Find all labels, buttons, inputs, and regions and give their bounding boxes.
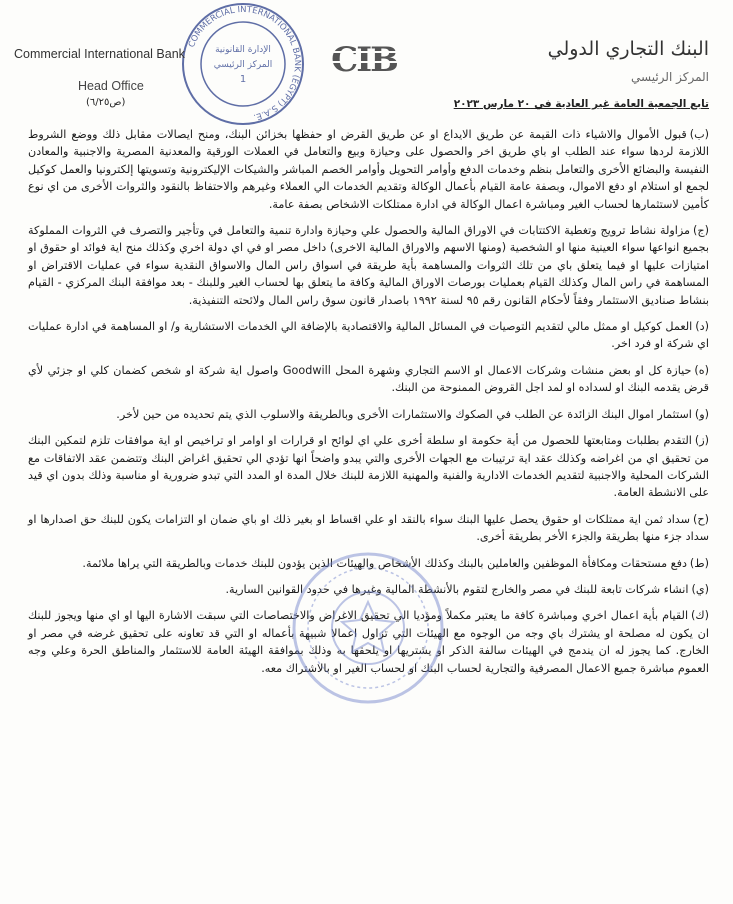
bank-name-en: Commercial International Bank <box>14 47 185 61</box>
list-item <box>28 362 709 397</box>
head-office-en: Head Office <box>78 79 144 93</box>
list-item <box>28 318 709 353</box>
list-item <box>28 406 709 423</box>
item-text: التقدم بطلبات ومتابعتها للحصول من أية حكومة او سلطة أخرى علي اي لوائح او قرارات او اوامر او تراخيص او اية موافقات تلزم لتمكين البنك من تحقيق اي من اغراضه وكذلك عقد اية ترتيبات مع الجهات الأخرى والتي يبدو واضحاً انها تؤدي الي تحقيق اغراض البنك وتتضمن عقد الاتفاقات مع الشركات المحلية والاجنبية لتقديم الخدمات الادارية والفنية والمهنية اللازمة للبنك خلال المدة او المدد التي تبدو ضرورية او مناسبة وذلك بدون اي قيد على الانشطة العامة. <box>28 434 709 500</box>
item-label: (ز) <box>694 434 709 448</box>
item-label: (ه) <box>694 363 709 377</box>
item-label: (ي) <box>691 582 709 596</box>
item-label: (ط) <box>689 556 709 570</box>
list-item <box>28 222 709 309</box>
meeting-note: تابع الجمعية العامة غير العادية في ٢٠ مارس ٢٠٢٣ <box>453 98 709 110</box>
list-item <box>28 511 709 546</box>
item-text: انشاء شركات تابعة للبنك في مصر والخارج لتقوم بالأنشطة المالية وغيرها في حدود القوانين السارية. <box>225 582 689 596</box>
item-text: العمل كوكيل او ممثل مالي لتقديم التوصيات في المسائل المالية والاقتصادية بالإضافة الي الخدمات الاستشارية و/ او المساهمة في ادارة عمليات اي شركة او فرد اخر. <box>28 320 709 351</box>
item-label: (ح) <box>693 512 709 526</box>
item-text: القيام بأية اعمال اخري ومباشرة كافة ما يعتبر مكملاً ومؤديا الي تحقيق الاغراض والاختصاصات التي سبقت الاشارة اليها او اي منها ويجوز للبنك ان يكون له مصلحة او يشترك باي وجه من الوجوه مع الهيئات التي تزاول اعمالا شبيهة بأعماله او التي قد تعاونه على تحقيق غرضه في مصر او الخارج. كما يجوز له ان يندمج في الهيئات سالفة الذكر او يشتريها او يلحقها به وذلك بموافقة الهيئة العامة للاستثمار والمناطق الحرة وعلي وجه العموم مباشرة جميع الاعمال المصرفية والتجارية لحساب البنك او لحساب الغير او بالاشتراك معه. <box>28 609 709 675</box>
stamp-number: 1 <box>239 74 247 85</box>
item-label: (و) <box>694 407 709 421</box>
official-seal-icon <box>288 548 448 708</box>
item-text: حيازة كل او بعض منشات وشركات الاعمال او الاسم التجاري وشهرة المحل Goodwill واصول اية شركة او شخص كضمان كلي او جزئي لأي قرض يقدمه البنك او لسداده او لمد اجل القروض الممنوحة من البنك. <box>28 363 709 395</box>
item-label: (ج) <box>693 224 709 238</box>
cib-logo <box>326 40 402 76</box>
stamp-line-1: الإدارة القانونية <box>215 45 271 55</box>
bank-name-ar: البنك التجاري الدولي <box>547 38 709 60</box>
stamp-line-2: المركز الرئيسي <box>213 60 273 70</box>
item-text: مزاولة نشاط ترويج وتغطية الاكتتابات في الاوراق المالية والحصول علي وحيازة وادارة تنمية والتعامل في وتأجير والتصرف في الثروات المملوكة بجميع انواعها سواء العينية منها او الشخصية (ومنها الاسهم والاوراق المالية الاخرى) داخل مصر او في اي دولة اخري وكذلك منح اية فوائد او حقوق او امتيازات عليها او فيما يتعلق باي من تلك الثروات والمساهمة بأية طريقة في اسواق راس المال والاسواق النقدية سواء في عمليات الاقتراض او المساهمة في راس المال وكذلك القيام بعمليات بورصات الاوراق المالية وكافة ما يتعلق بها لحساب الغير وللبنك - بعد موافقة البنك المركزي - القيام بنشاط صناديق الاستثمار وفقاً لأحكام القانون رقم ٩٥ لسنة ١٩٩٢ باصدار قانون سوق راس المال ولائحته التنفيذية. <box>28 224 709 307</box>
stamp-ring-text: COMMERCIAL INTERNATIONAL BANK (EGYPT) S.A.E. <box>186 4 303 122</box>
item-label: (ب) <box>689 128 709 141</box>
page-number: (ص٦/٢٥) <box>86 97 126 108</box>
list-item <box>28 432 709 502</box>
svg-text:CIB: CIB <box>331 40 397 76</box>
item-label: (ك) <box>691 609 709 623</box>
head-office-ar: المركز الرئيسي <box>631 70 709 84</box>
item-text: دفع مستحقات ومكافأة الموظفين والعاملين بالبنك وكذلك الأشخاص والهيئات الذين يؤدون للبنك خدمات وبالطريقة التي يراها ملائمة. <box>82 556 687 570</box>
item-text: قبول الأموال والاشياء ذات القيمة عن طريق الايداع او عن طريق القرض او حفظها بخزائن البنك، ومنح ايصالات مقابل ذلك ووضع الشروط اللازمة لردها سواء عند الطلب او باي طريق اخر والحصول على وحيازة وبيع والتعامل في العملات الورقية والمعدنية المصرية والاجنبية والمعادن النفيسة والبضائع الأخرى والتعامل بنظم وخدمات الدفع وأوامر التحويل وأوامر الخصم المباشر والشيكات الإليكترونية وتسويتها إلكترونيا والعمل كوكيل لجمع او استلام او دفع الاموال، وبصفة عامة القيام بأعمال الوكالة وتقديم الخدمات الي العملاء وغيرهم والاحتفاظ بالنقود والثروات الأخرى من اي نوع كأمين لاستثمارها لحساب الغير ومباشرة اعمال الوكالة في ادارة ممتلكات الاشخاص بصفة عامة. <box>28 128 709 211</box>
item-text: سداد ثمن اية ممتلكات او حقوق يحصل عليها البنك سواء بالنقد او علي اقساط او بغير ذلك او باي ضمان او التزامات يكون للبنك حق اصدارها او سداد جزء منها بطريقة والجزء الأخر بطريقة أخرى. <box>28 512 709 544</box>
list-item <box>28 126 709 213</box>
item-text: استثمار اموال البنك الزائدة عن الطلب في الصكوك والاستثمارات الأخرى وبالطريقة والاسلوب الذي يتم تحديده من حين لأخر. <box>116 407 692 421</box>
item-label: (د) <box>695 320 709 334</box>
legal-dept-stamp <box>178 0 308 128</box>
